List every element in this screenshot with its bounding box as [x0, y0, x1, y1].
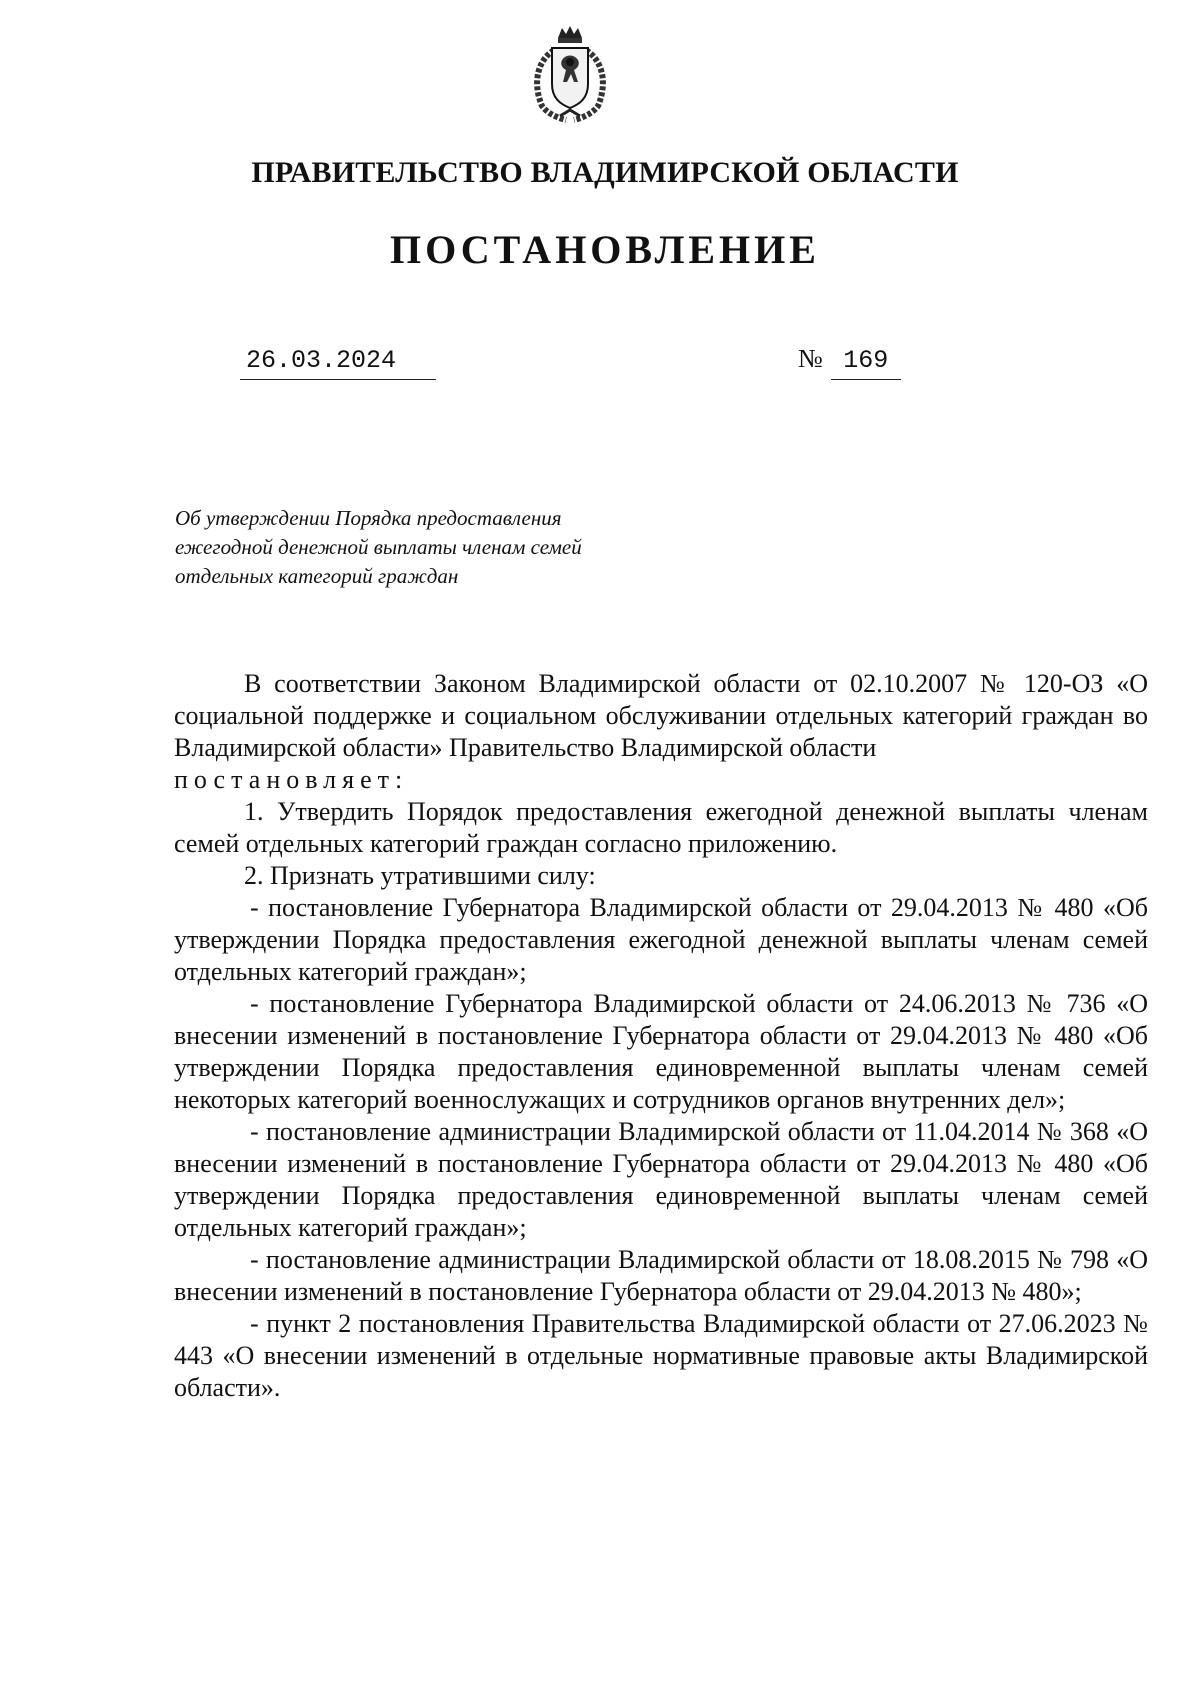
repeal-item: - постановление администрации Владимирской области от 18.08.2015 № 798 «О внесении изменений в постановление Губернатора области от 29.04.2013 № 480»; — [174, 1245, 1148, 1306]
document-body — [174, 668, 1148, 1404]
document-number-field — [798, 344, 901, 380]
resolves-word: постановляет: — [174, 765, 409, 794]
item-2-paragraph: 2. Признать утратившими силу: — [244, 861, 596, 890]
subject-line: ежегодной денежной выплаты членам семей — [175, 535, 582, 559]
repeal-item: - пункт 2 постановления Правительства Владимирской области от 27.06.2023 № 443 «О внесении изменений в отдельные нормативные правовые акты Владимирской области». — [174, 1309, 1148, 1402]
coat-of-arms-emblem-icon — [524, 24, 616, 124]
number-sign: № — [798, 344, 823, 373]
item-1-paragraph: 1. Утвердить Порядок предоставления ежегодной денежной выплаты членам семей отдельных категорий граждан согласно приложению. — [174, 797, 1148, 858]
preamble-paragraph: В соответствии Законом Владимирской области от 02.10.2007 № 120-ОЗ «О социальной поддержке и социальном обслуживании отдельных категорий граждан во Владимирской области» Правительство Владимирской области — [174, 669, 1148, 762]
repeal-item: - постановление администрации Владимирской области от 11.04.2014 № 368 «О внесении изменений в постановление Губернатора области от 29.04.2013 № 480 «Об утверждении Порядка предоставления единовременной выплаты членам семей отдельных категорий граждан»; — [174, 1117, 1148, 1242]
repeal-item: - постановление Губернатора Владимирской области от 24.06.2013 № 736 «О внесении изменений в постановление Губернатора области от 29.04.2013 № 480 «Об утверждении Порядка предоставления единовременной выплаты членам семей некоторых категорий военнослужащих и сотрудников органов внутренних дел»; — [174, 989, 1148, 1114]
document-type-title: ПОСТАНОВЛЕНИЕ — [390, 227, 820, 272]
repeal-item: - постановление Губернатора Владимирской области от 29.04.2013 № 480 «Об утверждении Порядка предоставления ежегодной денежной выплаты членам семей отдельных категорий граждан»; — [174, 893, 1148, 986]
document-subject — [175, 504, 735, 591]
organization-title: ПРАВИТЕЛЬСТВО ВЛАДИМИРСКОЙ ОБЛАСТИ — [251, 156, 959, 189]
subject-line: отдельных категорий граждан — [175, 564, 459, 588]
subject-line: Об утверждении Порядка предоставления — [175, 506, 562, 530]
document-date: 26.03.2024 — [240, 346, 436, 380]
document-number: 169 — [831, 346, 901, 380]
